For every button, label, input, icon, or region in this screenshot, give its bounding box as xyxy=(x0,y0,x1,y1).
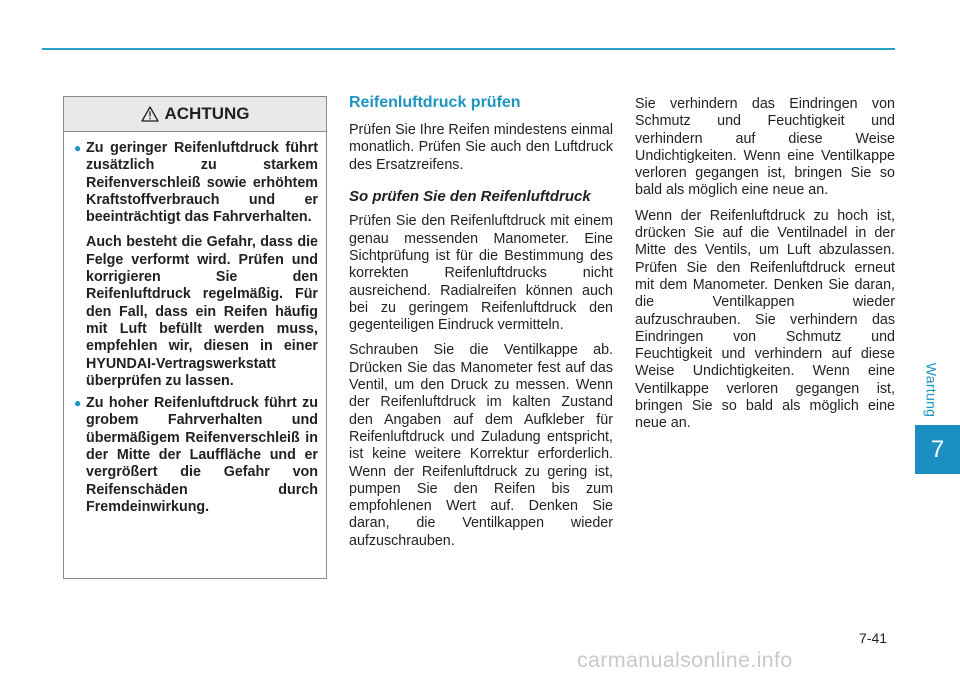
paragraph-manometer: Prüfen Sie den Reifenluftdruck mit einem genau messenden Manometer. Eine Sichtprüfung ist für die Bestimmung des korrekten Reifenluftdrucks nicht ausreichend. Radialreifen können auch bei zu geringem Reifenluftdruck den gegenteiligen Eindruck vermitteln. xyxy=(349,213,613,334)
paragraph-measure: Schrauben Sie die Ventilkappe ab. Drücken Sie das Manometer fest auf das Ventil, um den Druck zu messen. Wenn der Reifenluftdruck im kalten Zustand den Angaben auf dem Aufkleber für Reifenluftdruck und Zuladung entspricht, ist keine weitere Korrektur erforderlich. Wenn der Reifenluftdruck zu gering ist, pumpen Sie den Reifen bis zum empfohlenen Wert auf. Denken Sie daran, die Ventilkappen wieder aufzuschrauben. xyxy=(349,342,613,549)
header-rule xyxy=(42,48,895,50)
warning-bullet xyxy=(74,395,318,521)
warning-bullet-continuation: Auch besteht die Gefahr, dass die Felge verformt wird. Prüfen und korrigieren Sie den Reifenluftdruck regelmäßig. Für den Fall, dass ein Reifen häufig mit Luft befüllt werden muss, empfehlen wir, diesen in einer HYUNDAI-Vertragswerkstatt überprüfen zu lassen. xyxy=(86,234,318,389)
chapter-label: Wartung xyxy=(923,362,939,418)
warning-box xyxy=(63,96,327,579)
paragraph-valve-cap: Sie verhindern das Eindringen von Schmutz und Feuchtigkeit und verhindern auf diese Weise Undichtigkeiten. Wenn eine Ventilkappe verloren gegangen ist, bringen Sie so bald als möglich eine neue an. xyxy=(635,96,895,199)
content-column-right xyxy=(635,96,895,441)
section-intro: Prüfen Sie Ihre Reifen mindestens einmal monatlich. Prüfen Sie auch den Luftdruck des Ersatzreifens. xyxy=(349,122,613,173)
chapter-tab[interactable] xyxy=(915,425,960,474)
bullet-dot-icon: ● xyxy=(74,396,82,411)
content-column-middle xyxy=(349,94,613,558)
warning-body xyxy=(64,132,326,521)
warning-header xyxy=(64,97,326,132)
subsection-title: So prüfen Sie den Reifenluftdruck xyxy=(349,187,591,205)
warning-bullet xyxy=(74,140,318,231)
watermark: carmanualsonline.info xyxy=(577,648,793,672)
section-title: Reifenluftdruck prüfen xyxy=(349,94,521,111)
warning-title: ACHTUNG xyxy=(164,104,250,123)
bullet-dot-icon: ● xyxy=(74,141,82,155)
paragraph-pressure-high: Wenn der Reifenluftdruck zu hoch ist, drücken Sie auf die Ventilnadel in der Mitte des Ventils, um Luft abzulassen. Prüfen Sie den Reifenluftdruck erneut mit dem Manometer. Denken Sie daran, die Ventilkappen wieder aufzuschrauben. Sie verhindern das Eindringen von Schmutz und Feuchtigkeit und verhindern auf diese Weise Undichtigkeiten. Wenn eine Ventilkappe verloren gegangen ist, bringen Sie so bald als möglich eine neue an. xyxy=(635,207,895,432)
warning-bullet-text: Zu geringer Reifenluftdruck führt zusätzlich zu starkem Reifenverschleiß sowie erhöhtem Kraftstoffverbrauch und er beeinträchtigt das Fahrverhalten. xyxy=(86,140,318,226)
chapter-number: 7 xyxy=(930,435,945,463)
warning-bullet-text: Zu hoher Reifenluftdruck führt zu grobem Fahrverhalten und übermäßigem Reifenverschleiß in der Mitte der Lauffläche und er vergrößert die Gefahr von Reifenschäden durch Fremdeinwirkung. xyxy=(86,395,318,515)
page-number: 7-41 xyxy=(859,630,888,646)
warning-triangle-icon xyxy=(141,106,159,122)
chapter-side-label xyxy=(914,362,948,418)
